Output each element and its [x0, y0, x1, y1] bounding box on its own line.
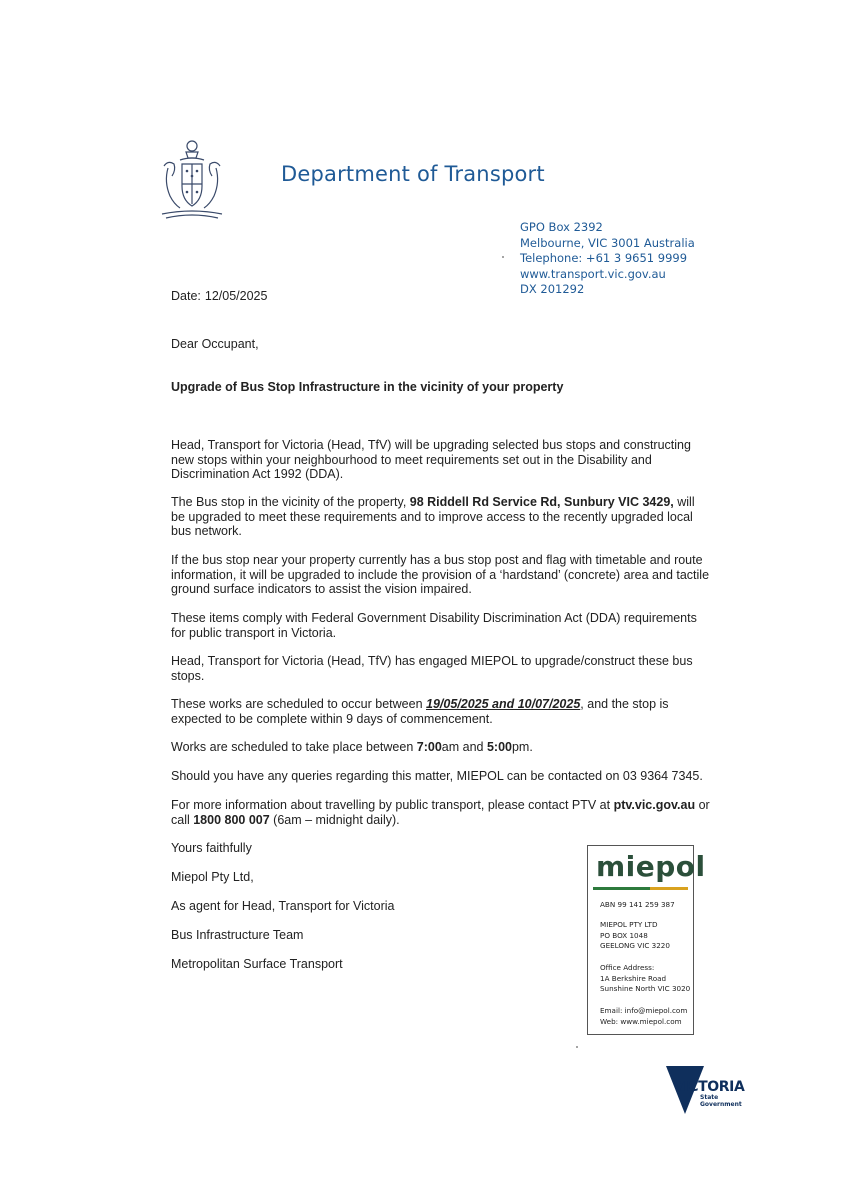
text-span: For more information about travelling by public transport, please contact PTV at	[171, 798, 614, 812]
scan-speck	[576, 1046, 578, 1048]
text-span: am and	[441, 740, 487, 754]
paragraph-work-hours	[171, 740, 711, 755]
address-po-box: GPO Box 2392	[520, 220, 603, 234]
miepol-logo: miepol	[596, 850, 706, 883]
subject-heading: Upgrade of Bus Stop Infrastructure in the vicinity of your property	[171, 380, 564, 394]
date-label: Date:	[171, 289, 201, 303]
stamp-office-line: Office Address:	[600, 963, 655, 972]
date-value: 12/05/2025	[204, 289, 268, 303]
government-text: Government	[700, 1101, 742, 1108]
address-city: Melbourne, VIC 3001 Australia	[520, 235, 695, 250]
stamp-email: Email: info@miepol.com	[600, 1006, 688, 1015]
stamp-postal-line: PO BOX 1048	[600, 930, 648, 940]
paragraph-ptv-info	[171, 798, 711, 827]
stamp-divider	[593, 887, 688, 890]
property-address: 98 Riddell Rd Service Rd, Sunbury VIC 3429,	[409, 495, 674, 509]
stamp-abn: ABN 99 141 259 387	[600, 900, 675, 909]
paragraph-schedule	[171, 697, 711, 726]
ptv-phone: 1800 800 007	[193, 812, 270, 827]
closing-company: Miepol Pty Ltd,	[171, 870, 254, 884]
victoria-wordmark: VICTORIA	[673, 1079, 745, 1095]
paragraph-dda-compliance: These items comply with Federal Government Disability Discrimination Act (DDA) requirements for public transport in Victoria.	[171, 611, 697, 640]
stamp-contact	[600, 1006, 687, 1027]
text-span: will be upgraded to meet these requirements and to improve access to the recently upgraded local bus network.	[171, 495, 695, 538]
state-text: State	[700, 1094, 719, 1101]
closing-agent: As agent for Head, Transport for Victoria	[171, 899, 395, 913]
department-address	[520, 220, 695, 298]
text-span: , and the stop is expected to be complete within 9 days of commencement.	[171, 697, 669, 726]
paragraph-queries: Should you have any queries regarding this matter, MIEPOL can be contacted on 03 9364 7345.	[171, 769, 703, 783]
closing-valediction: Yours faithfully	[171, 841, 252, 855]
address-telephone: Telephone: +61 3 9651 9999	[520, 251, 688, 265]
letter-date	[171, 289, 267, 303]
stamp-office	[600, 963, 690, 995]
works-dates: 19/05/2025 and 10/07/2025	[426, 697, 581, 711]
address-dx: DX 201292	[520, 282, 585, 296]
company-stamp	[587, 845, 706, 1035]
department-title: Department of Transport	[281, 162, 545, 186]
paragraph-contractor: Head, Transport for Victoria (Head, TfV) has engaged MIEPOL to upgrade/construct these bus stops.	[171, 654, 693, 683]
ptv-website: ptv.vic.gov.au	[613, 798, 696, 812]
stamp-web: Web: www.miepol.com	[600, 1016, 682, 1026]
salutation: Dear Occupant,	[171, 337, 259, 351]
stamp-postal	[600, 920, 670, 952]
stamp-office-line: 1A Berkshire Road	[600, 973, 667, 983]
paragraph-upgrade-details: If the bus stop near your property currently has a bus stop post and flag with timetable and route information, it will be upgraded to include the provision of a ‘hardstand’ (concrete) area and tactile ground surface indicators to assist the vision impaired.	[171, 553, 710, 596]
text-span: (6am – midnight daily).	[269, 812, 400, 827]
text-span: pm.	[511, 740, 533, 754]
coat-of-arms-icon	[156, 138, 228, 224]
text-span: Works are scheduled to take place between	[171, 740, 417, 754]
text-span: or call	[171, 798, 710, 827]
paragraph-bus-stop-location	[171, 495, 711, 539]
end-time: 5:00	[486, 740, 512, 754]
stamp-postal-line: GEELONG VIC 3220	[600, 941, 670, 950]
scan-speck	[502, 256, 504, 258]
stamp-postal-line: MIEPOL PTY LTD	[600, 920, 658, 929]
text-span: The Bus stop in the vicinity of the property,	[171, 495, 410, 509]
paragraph-intro: Head, Transport for Victoria (Head, TfV) will be upgrading selected bus stops and constructing new stops within your neighbourhood to meet requirements set out in the Disability and Discrimination Act 1992 (DDA).	[171, 438, 691, 481]
stamp-office-line: Sunshine North VIC 3020	[600, 984, 691, 993]
closing-division: Metropolitan Surface Transport	[171, 957, 343, 971]
address-website: www.transport.vic.gov.au	[520, 266, 666, 281]
start-time: 7:00	[416, 740, 442, 754]
closing-team: Bus Infrastructure Team	[171, 928, 304, 942]
state-government-text	[700, 1094, 742, 1108]
text-span: These works are scheduled to occur between	[171, 697, 426, 711]
